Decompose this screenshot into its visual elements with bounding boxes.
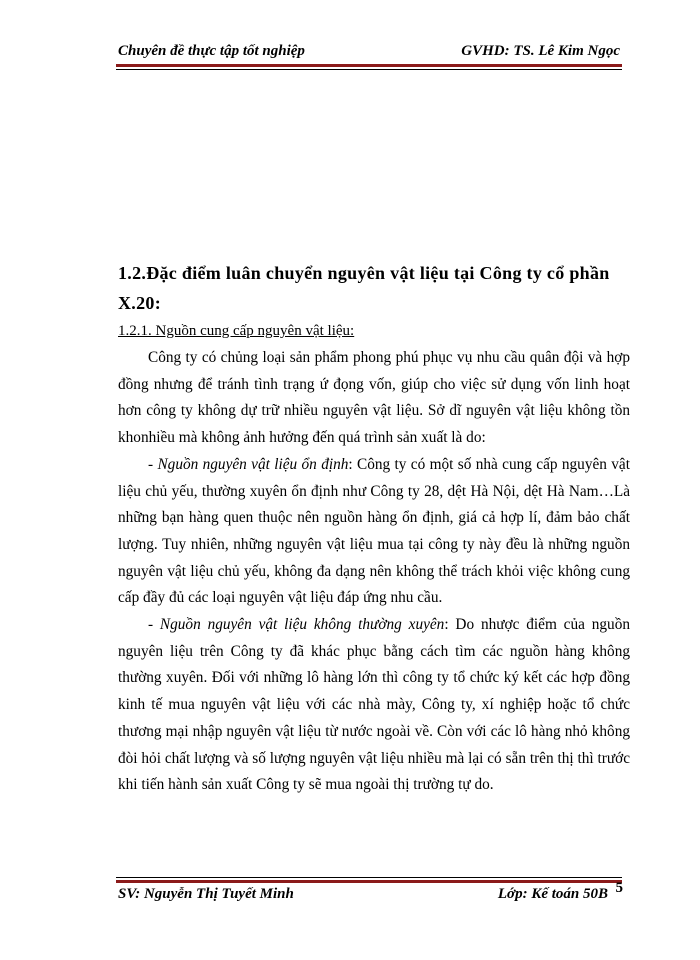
paragraph-1: Công ty có chủng loại sản phẩm phong phú phục vụ nhu cầu quân đội và hợp đồng nhưng để tránh tình trạng ứ đọng vốn, giúp cho việc sử dụng vốn linh hoạt hơn công ty không dự trữ nhiều nguyên vật liệu. Sở dĩ nguyên vật liệu không tồn khonhiều mà không ảnh hưởng đến quá trình sản xuất là do: [118, 349, 630, 447]
header-supervisor: GVHD: TS. Lê Kim Ngọc [461, 43, 620, 59]
section-heading: 1.2.Đặc điểm luân chuyển nguyên vật liệu tại Công ty cổ phần X.20: [118, 263, 610, 313]
paragraph-3-label: - Nguồn nguyên vật liệu không thường xuyên [148, 616, 445, 634]
footer-rule-thick [116, 880, 622, 883]
subsection-heading: 1.2.1. Nguồn cung cấp nguyên vật liệu: [118, 323, 355, 339]
page-header [118, 43, 620, 63]
footer-class: Lớp: Kế toán 50B [497, 886, 608, 902]
page-footer [118, 880, 630, 908]
footer-student: SV: Nguyễn Thị Tuyết Minh [118, 886, 294, 902]
paragraph-3-text: : Do nhược điểm của nguồn nguyên liệu trên Công ty đã khác phục bằng cách tìm các nguồn hàng không thường xuyên. Đối với những lô hàng lớn thì công ty tổ chức ký kết các hợp đồng kinh tế mua nguyên vật liệu với các nhà mày, Công ty, xí nghiệp hoặc tổ chức thương mại nhập nguyên vật liệu từ nước ngoài về. Còn với các lô hàng nhỏ không đòi hỏi chất lượng và số lượng nguyên vật liệu nhiều mà lại có sẵn trên thị thì trước khi tiến hành sản xuất Công ty sẽ mua ngoài thị trường tự do. [118, 616, 630, 794]
paragraph-2-text: : Công ty có một số nhà cung cấp nguyên vật liệu chủ yếu, thường xuyên ổn định như Công ty 28, dệt Hà Nội, dệt Hà Nam…Là những bạn hàng quen thuộc nên nguồn hàng ổn định, giá cả hợp lí, đảm bảo chất lượng. Tuy nhiên, những nguyên vật liệu mua tại công ty này đều là những nguồn nguyên vật liệu chủ yếu, không đa dạng nên không thể trách khỏi việc không cung cấp đầy đủ các loại nguyên vật liệu đáp ứng nhu cầu. [118, 455, 630, 607]
paragraph-2-label: - Nguồn nguyên vật liệu ổn định [148, 455, 349, 473]
body-text [118, 345, 630, 799]
header-rule-thick [116, 64, 622, 67]
page-number: 5 [615, 880, 623, 896]
paragraph-2 [118, 452, 630, 612]
header-rule-thin [116, 69, 622, 70]
paragraph-3 [118, 612, 630, 799]
header-report-title: Chuyên đề thực tập tốt nghiệp [118, 43, 305, 59]
footer-rule-thin [116, 877, 622, 878]
